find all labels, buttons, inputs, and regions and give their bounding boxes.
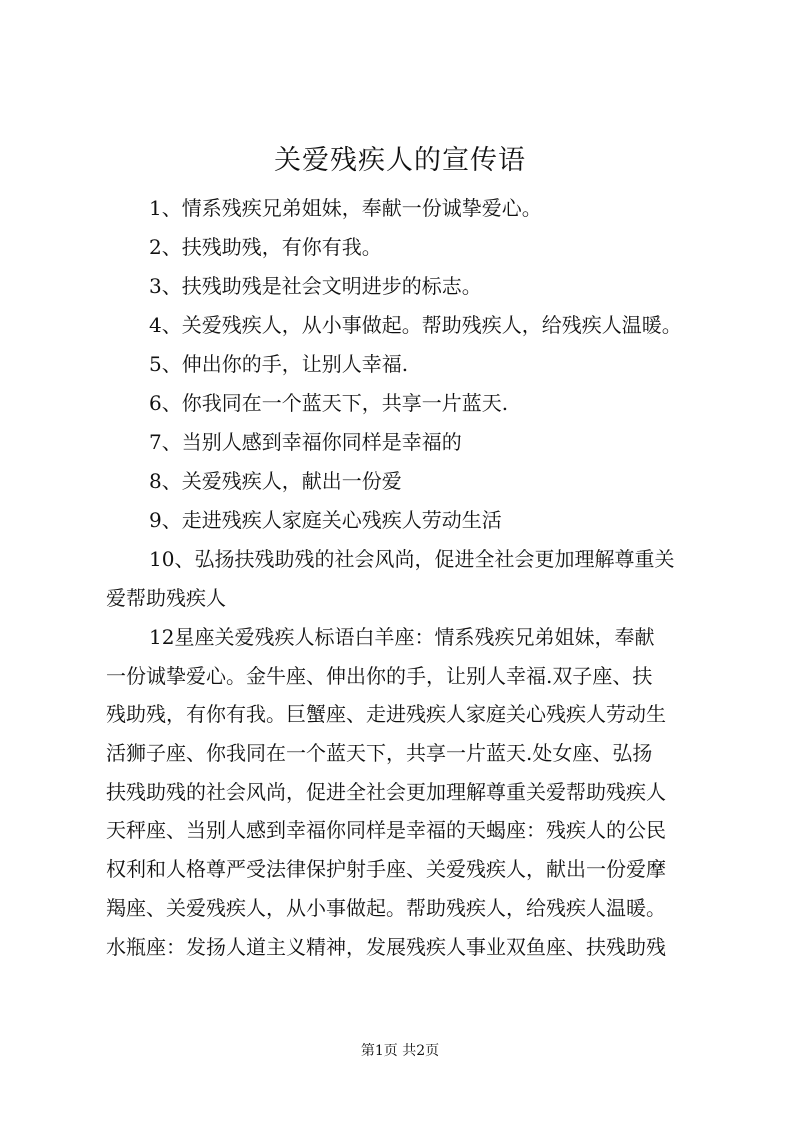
slogan-item-1: 1、情系残疾兄弟姐妹，奉献一份诚挚爱心。 — [149, 196, 542, 220]
slogan-item-5: 5、伸出你的手，让别人幸福. — [149, 352, 409, 376]
slogan-item-3: 3、扶残助残是社会文明进步的标志。 — [149, 274, 482, 298]
slogan-item-8: 8、关爱残疾人，献出一份爱 — [149, 469, 402, 493]
slogan-item-7: 7、当别人感到幸福你同样是幸福的 — [149, 430, 462, 454]
text-line: 一份诚挚爱心。金牛座、伸出你的手，让别人幸福.双子座、扶 — [106, 663, 653, 688]
text-line: 羯座、关爱残疾人，从小事做起。帮助残疾人，给残疾人温暖。 — [106, 895, 666, 920]
text-line: 权利和人格尊严受法律保护射手座、关爱残疾人，献出一份爱摩 — [106, 857, 666, 882]
text-line: 天秤座、当别人感到幸福你同样是幸福的天蝎座：残疾人的公民 — [106, 818, 666, 843]
slogan-item-4: 4、关爱残疾人，从小事做起。帮助残疾人，给残疾人温暖。 — [149, 313, 682, 337]
slogan-item-6: 6、你我同在一个蓝天下，共享一片蓝天. — [149, 391, 509, 415]
text-line: 残助残，有你有我。巨蟹座、走进残疾人家庭关心残疾人劳动生 — [106, 702, 666, 727]
text-line: 活狮子座、你我同在一个蓝天下，共享一片蓝天.处女座、弘扬 — [106, 741, 653, 766]
text-line: 扶残助残的社会风尚，促进全社会更加理解尊重关爱帮助残疾人 — [106, 779, 666, 804]
slogan-item-9: 9、走进残疾人家庭关心残疾人劳动生活 — [149, 508, 502, 532]
text-line: 爱帮助残疾人 — [106, 585, 226, 610]
text-line: 12星座关爱残疾人标语白羊座：情系残疾兄弟姐妹，奉献 — [149, 625, 655, 649]
document-title: 关爱残疾人的宣传语 — [274, 145, 526, 176]
text-line: 水瓶座：发扬人道主义精神，发展残疾人事业双鱼座、扶残助残 — [106, 934, 666, 959]
zodiac-paragraph — [106, 624, 710, 972]
slogan-item-10 — [106, 546, 710, 623]
page-number-footer: 第1页 共2页 — [360, 1043, 440, 1059]
text-line: 10、弘扬扶残助残的社会风尚，促进全社会更加理解尊重关 — [149, 547, 675, 571]
slogan-item-2: 2、扶残助残，有你有我。 — [149, 235, 382, 259]
